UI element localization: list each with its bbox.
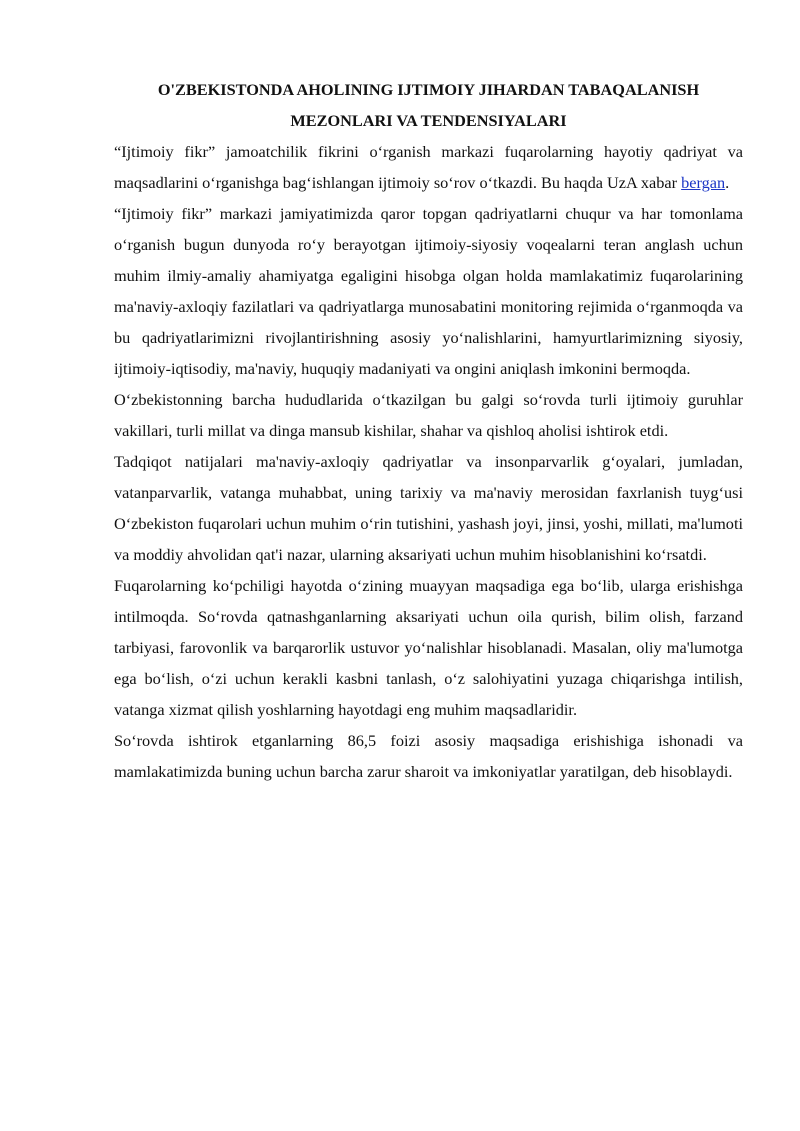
paragraph-3: O‘zbekistonning barcha hududlarida o‘tkazilgan bu galgi so‘rovda turli ijtimoiy guruhlar vakillari, turli millat va dinga mansub kishilar, shahar va qishloq aholisi ishtirok etdi. [114,390,743,440]
title-line-2: MEZONLARI VA TENDENSIYALARI [290,111,567,130]
paragraph-1-end: . [725,173,730,192]
paragraph-6: So‘rovda ishtirok etganlarning 86,5 foizi asosiy maqsadiga erishishiga ishonadi va mamlakatimizda buning uchun barcha zarur sharoit va imkoniyatlar yaratilgan, deb hisoblaydi. [114,731,743,781]
paragraph-1-text: “Ijtimoiy fikr” jamoatchilik fikrini o‘rganish markazi fuqarolarning hayotiy qadriyat va maqsadlarini o‘rganishga bag‘ishlangan ijtimoiy so‘rov o‘tkazdi. Bu haqda UzA xabar [114,142,743,192]
document-title [114,74,743,136]
paragraph-2: “Ijtimoiy fikr” markazi jamiyatimizda qaror topgan qadriyatlarni chuqur va har tomonlama o‘rganish bugun dunyoda ro‘y berayotgan ijtimoiy-siyosiy voqealarni teran anglash uchun muhim ilmiy-amaliy ahamiyatga egaligini hisobga olgan holda mamlakatimiz fuqarolarining ma'naviy-axloqiy fazilatlari va qadriyatlarga munosabatini monitoring rejimida o‘rganmoqda va bu qadriyatlarimizni rivojlantirishning asosiy yo‘nalishlarini, hamyurtlarimizning siyosiy, ijtimoiy-iqtisodiy, ma'naviy, huquqiy madaniyati va ongini aniqlash imkonini bermoqda. [114,204,743,378]
document-page [114,74,743,787]
paragraph-4: Tadqiqot natijalari ma'naviy-axloqiy qadriyatlar va insonparvarlik g‘oyalari, jumladan, vatanparvarlik, vatanga muhabbat, uning tarixiy va ma'naviy merosidan faxrlanish tuyg‘usi O‘zbekiston fuqarolari uchun muhim o‘rin tutishini, yashash joyi, jinsi, yoshi, millati, ma'lumoti va moddiy ahvolidan qat'i nazar, ularning aksariyati uchun muhim hisoblanishini ko‘rsatdi. [114,452,743,564]
paragraph-1 [114,136,743,198]
title-line-1: O'ZBEKISTONDA AHOLINING IJTIMOIY JIHARDAN TABAQALANISH [157,80,700,99]
source-link[interactable]: bergan [681,173,726,192]
paragraph-5: Fuqarolarning ko‘pchiligi hayotda o‘zining muayyan maqsadiga ega bo‘lib, ularga erishishga intilmoqda. So‘rovda qatnashganlarning aksariyati uchun oila qurish, bilim olish, farzand tarbiyasi, farovonlik va barqarorlik ustuvor yo‘nalishlar hisoblanadi. Masalan, oliy ma'lumotga ega bo‘lish, o‘zi uchun kerakli kasbni tanlash, o‘z salohiyatini yuzaga chiqarishga intilish, vatanga xizmat qilish yoshlarning hayotdagi eng muhim maqsadlaridir. [114,576,743,719]
